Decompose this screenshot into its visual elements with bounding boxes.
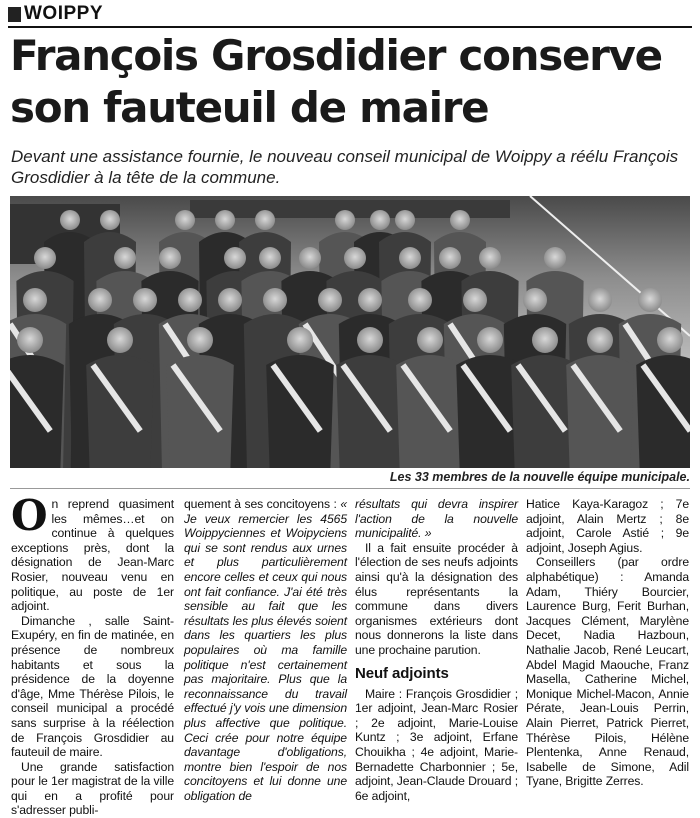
person-head xyxy=(187,327,213,353)
person-head xyxy=(255,210,275,230)
article-paragraph xyxy=(184,497,347,803)
mayor-quote-end: résultats qui devra inspirer l'action de la nouvelle municipalité. » xyxy=(355,497,518,541)
person-head xyxy=(159,247,181,269)
rubric-divider xyxy=(8,26,692,28)
headline: François Grosdidier conserve son fauteuil de maire xyxy=(10,31,662,132)
article-column-2 xyxy=(184,497,347,803)
article-paragraph: Il a fait ensuite procéder à l'élection de ses neufs adjoints ainsi qu'à la désignation des élus représentants la commune dans divers organismes extérieurs dont nous donnerons la liste dans une prochaine parution. xyxy=(355,540,518,657)
person-head xyxy=(259,247,281,269)
paragraph-text: quement à ses concitoyens : xyxy=(184,497,337,511)
councillors-list: Conseillers (par ordre alphabétique) : Amanda Adam, Thiéry Bourcier, Laurence Burg, Ferit Burhan, Jacques Clément, Marylène Decet, Nadia Hazboun, Nathalie Jacob, René Leucart, Abdel Magid Maouche, Franz Masella, Catherine Michel, Monique Michel-Macon, Annie Pérate, Jean-Louis Perrin, Alain Pierret, Patrick Pierret, Thérèse Pilois, Hélène Plentenka, Anne Renaud, Isabelle de Simone, Adil Tyane, Brigitte Zerres. xyxy=(526,555,689,789)
person-head xyxy=(114,247,136,269)
person-head xyxy=(587,327,613,353)
group-photo xyxy=(10,196,690,468)
person-head xyxy=(450,210,470,230)
person-head xyxy=(224,247,246,269)
paragraph-text: n reprend quasiment les mêmes…et on continue à quelques exceptions près, dont la désignation de Jean-Marc Rosier, nouveau venu en politique, au poste de 1er adjoint. xyxy=(11,497,174,614)
person-head xyxy=(299,247,321,269)
person-head xyxy=(358,288,382,312)
people-silhouettes xyxy=(10,210,690,468)
person-head xyxy=(357,327,383,353)
article-column-3 xyxy=(355,497,518,803)
person-head xyxy=(133,288,157,312)
person-head xyxy=(370,210,390,230)
person-head xyxy=(657,327,683,353)
person-head xyxy=(100,210,120,230)
mayor-quote: « Je veux remercier les 4565 Woippyciennes et Woipyciens qui se sont rendus aux urnes et plus particulièrement encore celles et ceux qui nous ont fait confiance. J'ai été très sensible au fait que les résultats les plus élevés soient dans les quartiers les plus populaires où ma famille politique n'est certainement pas majoritaire. Plus que la reconnaissance du travail effectué j'y vois une dimension plus affective que politique. Ceci crée pour notre équipe davantage d'obligations, montre bien l'espoir de nos concitoyens et lui donne une obligation de xyxy=(184,497,347,803)
person-head xyxy=(408,288,432,312)
adjoints-list: Maire : François Grosdidier ; 1er adjoint, Jean-Marc Rosier ; 2e adjoint, Marie-Louise Kuntz ; 3e adjoint, Erfane Chouikha ; 4e adjoint, Marie-Bernadette Charbonnier ; 5e, adjoint, Jean-Claude Drouard ; 6e adjoint, xyxy=(355,686,518,803)
person-head xyxy=(479,247,501,269)
person-head xyxy=(399,247,421,269)
person-head xyxy=(318,288,342,312)
person-head xyxy=(523,288,547,312)
article-paragraph: Dimanche , salle Saint-Exupéry, en fin de matinée, en présence de nombreux habitants et sous la présidence de la doyenne d'âge, Mme Thérèse Pilois, le conseil municipal a procédé sans surprise à la réélection de François Grosdidier au fauteuil de maire. xyxy=(11,613,174,760)
article-column-4 xyxy=(526,497,689,789)
person-head xyxy=(638,288,662,312)
person-head xyxy=(335,210,355,230)
person-head xyxy=(215,210,235,230)
person-head xyxy=(477,327,503,353)
section-rubric xyxy=(8,3,103,25)
person-head xyxy=(544,247,566,269)
subheading: Neuf adjoints xyxy=(355,664,449,682)
person-head xyxy=(263,288,287,312)
person-head xyxy=(439,247,461,269)
person-head xyxy=(218,288,242,312)
person-head xyxy=(17,327,43,353)
person-head xyxy=(178,288,202,312)
person-head xyxy=(532,327,558,353)
photo-caption: Les 33 membres de la nouvelle équipe municipale. xyxy=(389,470,690,484)
lede: Devant une assistance fournie, le nouveau conseil municipal de Woippy a réélu François Grosdidier à la tête de la commune. xyxy=(11,147,679,187)
article-column-1 xyxy=(11,491,174,818)
person-head xyxy=(588,288,612,312)
rubric-square-icon xyxy=(8,7,21,22)
person-head xyxy=(463,288,487,312)
adjoints-list-continued: Hatice Kaya-Karagoz ; 7e adjoint, Alain Mertz ; 8e adjoint, Carole Astié ; 9e adjoint, Joseph Agius. xyxy=(526,497,689,555)
person-head xyxy=(34,247,56,269)
person-head xyxy=(175,210,195,230)
caption-divider xyxy=(10,488,690,489)
person-head xyxy=(88,288,112,312)
person-head xyxy=(344,247,366,269)
person-head xyxy=(395,210,415,230)
person-head xyxy=(287,327,313,353)
drop-cap: O xyxy=(11,491,48,540)
person-head xyxy=(23,288,47,312)
person-head xyxy=(107,327,133,353)
person-head xyxy=(417,327,443,353)
article-paragraph: Une grande satisfaction pour le 1er magistrat de la ville qui en a profité pour s'adresser publi- xyxy=(11,759,174,818)
person-head xyxy=(60,210,80,230)
rubric-label: WOIPPY xyxy=(24,3,104,24)
article-paragraph xyxy=(11,491,174,614)
